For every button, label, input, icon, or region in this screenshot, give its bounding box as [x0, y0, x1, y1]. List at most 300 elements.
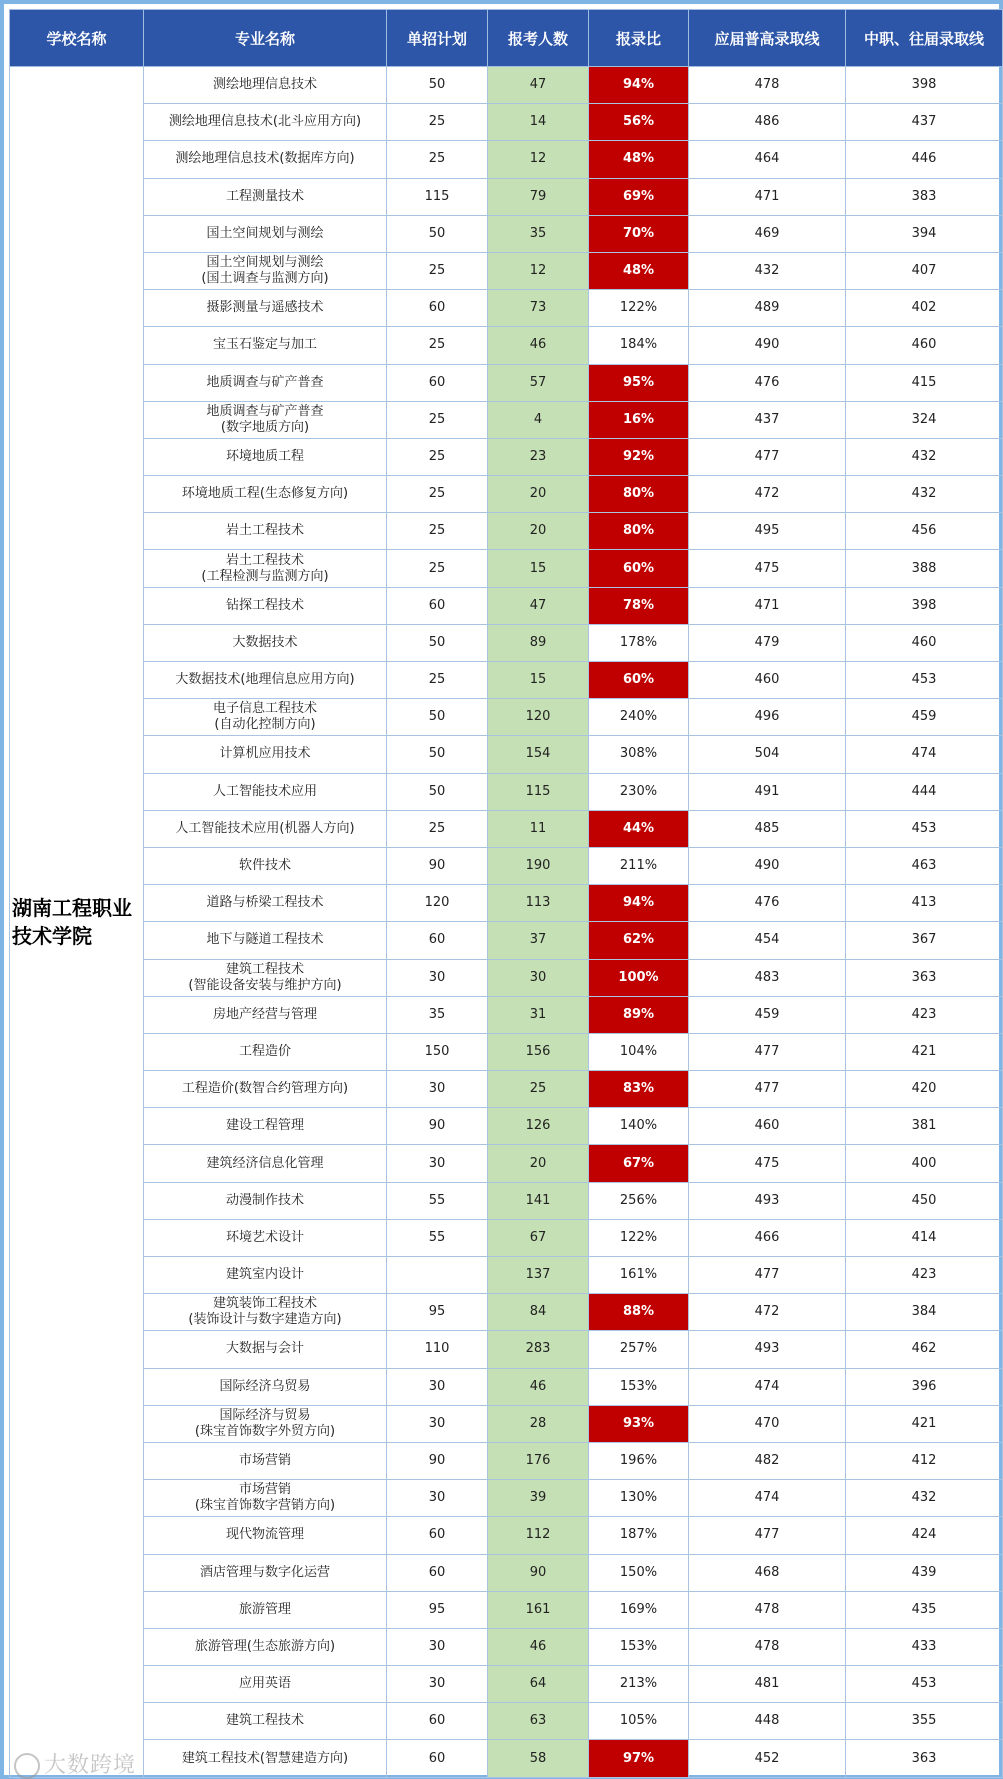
major-line: 宝玉石鉴定与加工: [212, 337, 317, 353]
applicants-cell: 90: [488, 1554, 589, 1591]
line-fresh-cell: 459: [689, 996, 846, 1033]
major-cell: [144, 810, 387, 847]
major-cell: [144, 1405, 387, 1442]
line-fresh-cell: 468: [689, 1554, 846, 1591]
line-fresh-cell: 483: [689, 959, 846, 996]
table-row: [10, 1331, 1003, 1368]
major-line: 建设工程管理: [225, 1118, 304, 1134]
ratio-cell: 169%: [589, 1591, 689, 1628]
ratio-cell: 80%: [589, 476, 689, 513]
ratio-cell: 67%: [589, 1145, 689, 1182]
applicants-cell: 47: [488, 587, 589, 624]
table-row: [10, 1628, 1003, 1665]
major-line: (国土调查与监测方向): [201, 271, 329, 287]
major-line: 计算机应用技术: [219, 746, 311, 762]
plan-cell: 60: [387, 290, 488, 327]
line-vocational-cell: 381: [846, 1108, 1003, 1145]
major-line: 工程造价: [238, 1043, 291, 1059]
admission-table: [9, 9, 1003, 1778]
line-vocational-cell: 437: [846, 104, 1003, 141]
major-line: 工程造价(数智合约管理方向): [181, 1081, 349, 1097]
ratio-cell: 97%: [589, 1740, 689, 1777]
line-vocational-cell: 420: [846, 1071, 1003, 1108]
table-row: [10, 847, 1003, 884]
major-cell: [144, 1182, 387, 1219]
applicants-cell: 141: [488, 1182, 589, 1219]
plan-cell: 60: [387, 922, 488, 959]
applicants-cell: 113: [488, 885, 589, 922]
table-row: [10, 1033, 1003, 1070]
applicants-cell: 283: [488, 1331, 589, 1368]
table-row: [10, 1182, 1003, 1219]
table-row: [10, 699, 1003, 736]
watermark-text: 大数跨境: [44, 1753, 137, 1778]
line-fresh-cell: 479: [689, 624, 846, 661]
ratio-cell: 80%: [589, 513, 689, 550]
major-cell: [144, 1071, 387, 1108]
header-ratio: 报录比: [589, 10, 689, 67]
ratio-cell: 92%: [589, 438, 689, 475]
table-row: [10, 922, 1003, 959]
major-cell: [144, 847, 387, 884]
plan-cell: 25: [387, 550, 488, 587]
major-cell: [144, 1033, 387, 1070]
major-line: 国际经济乌贸易: [219, 1378, 311, 1394]
line-fresh-cell: 460: [689, 1108, 846, 1145]
plan-cell: 90: [387, 847, 488, 884]
plan-cell: 25: [387, 104, 488, 141]
major-cell: [144, 996, 387, 1033]
line-fresh-cell: 495: [689, 513, 846, 550]
applicants-cell: 30: [488, 959, 589, 996]
line-fresh-cell: 472: [689, 1294, 846, 1331]
table-row: [10, 1368, 1003, 1405]
line-vocational-cell: 394: [846, 215, 1003, 252]
major-line: 地质调查与矿产普查: [206, 374, 324, 390]
applicants-cell: 4: [488, 401, 589, 438]
line-vocational-cell: 424: [846, 1517, 1003, 1554]
table-row: [10, 550, 1003, 587]
table-row: [10, 1480, 1003, 1517]
table-row: [10, 885, 1003, 922]
table-row: [10, 587, 1003, 624]
ratio-cell: 150%: [589, 1554, 689, 1591]
major-line: 环境地质工程(生态修复方向): [181, 486, 349, 502]
table-row: [10, 996, 1003, 1033]
table-row: [10, 327, 1003, 364]
line-vocational-cell: 412: [846, 1442, 1003, 1479]
table-row: [10, 624, 1003, 661]
ratio-cell: 60%: [589, 550, 689, 587]
watermark: [14, 1748, 136, 1779]
plan-cell: 30: [387, 1666, 488, 1703]
table-row: [10, 662, 1003, 699]
header-school: 学校名称: [10, 10, 144, 67]
ratio-cell: 153%: [589, 1628, 689, 1665]
line-vocational-cell: 421: [846, 1033, 1003, 1070]
plan-cell: 50: [387, 215, 488, 252]
line-fresh-cell: 477: [689, 1071, 846, 1108]
ratio-cell: 48%: [589, 252, 689, 289]
table-row: [10, 364, 1003, 401]
table-row: [10, 1517, 1003, 1554]
table-row: [10, 1145, 1003, 1182]
line-fresh-cell: 504: [689, 736, 846, 773]
plan-cell: 30: [387, 1480, 488, 1517]
header-line-vocational: 中职、往届录取线: [846, 10, 1003, 67]
header-line-fresh: 应届普高录取线: [689, 10, 846, 67]
table-row: [10, 1740, 1003, 1777]
applicants-cell: 57: [488, 364, 589, 401]
line-fresh-cell: 471: [689, 178, 846, 215]
major-line: (珠宝首饰数字外贸方向): [194, 1423, 336, 1439]
line-fresh-cell: 475: [689, 550, 846, 587]
applicants-cell: 23: [488, 438, 589, 475]
applicants-cell: 20: [488, 476, 589, 513]
plan-cell: 25: [387, 141, 488, 178]
applicants-cell: 46: [488, 1628, 589, 1665]
line-vocational-cell: 453: [846, 1666, 1003, 1703]
ratio-cell: 100%: [589, 959, 689, 996]
header-applicants: 报考人数: [488, 10, 589, 67]
line-vocational-cell: 363: [846, 1740, 1003, 1777]
major-line: (装饰设计与数字建造方向): [188, 1312, 342, 1328]
line-vocational-cell: 388: [846, 550, 1003, 587]
line-vocational-cell: 324: [846, 401, 1003, 438]
applicants-cell: 190: [488, 847, 589, 884]
applicants-cell: 39: [488, 1480, 589, 1517]
line-fresh-cell: 460: [689, 662, 846, 699]
major-line: 建筑装饰工程技术: [212, 1296, 317, 1312]
ratio-cell: 153%: [589, 1368, 689, 1405]
applicants-cell: 64: [488, 1666, 589, 1703]
line-vocational-cell: 463: [846, 847, 1003, 884]
major-line: 市场营销: [238, 1482, 291, 1498]
applicants-cell: 20: [488, 1145, 589, 1182]
line-vocational-cell: 415: [846, 364, 1003, 401]
line-fresh-cell: 475: [689, 1145, 846, 1182]
plan-cell: 60: [387, 1517, 488, 1554]
major-cell: [144, 1554, 387, 1591]
line-vocational-cell: 459: [846, 699, 1003, 736]
major-cell: [144, 1257, 387, 1294]
major-line: 钻探工程技术: [225, 597, 304, 613]
line-vocational-cell: 474: [846, 736, 1003, 773]
applicants-cell: 156: [488, 1033, 589, 1070]
major-line: 电子信息工程技术: [212, 701, 317, 717]
header-plan: 单招计划: [387, 10, 488, 67]
line-vocational-cell: 456: [846, 513, 1003, 550]
plan-cell: 95: [387, 1294, 488, 1331]
major-cell: [144, 1480, 387, 1517]
table-row: [10, 67, 1003, 104]
plan-cell: 35: [387, 996, 488, 1033]
major-cell: [144, 364, 387, 401]
ratio-cell: 48%: [589, 141, 689, 178]
applicants-cell: 176: [488, 1442, 589, 1479]
ratio-cell: 187%: [589, 1517, 689, 1554]
plan-cell: 25: [387, 438, 488, 475]
applicants-cell: 37: [488, 922, 589, 959]
table-row: [10, 1703, 1003, 1740]
line-vocational-cell: 453: [846, 810, 1003, 847]
line-fresh-cell: 478: [689, 1628, 846, 1665]
major-line: 测绘地理信息技术(北斗应用方向): [168, 114, 362, 130]
line-fresh-cell: 496: [689, 699, 846, 736]
major-line: 建筑经济信息化管理: [206, 1155, 324, 1171]
major-line: 房地产经营与管理: [212, 1006, 317, 1022]
plan-cell: 30: [387, 1628, 488, 1665]
line-fresh-cell: 481: [689, 1666, 846, 1703]
table-row: [10, 736, 1003, 773]
table-row: [10, 810, 1003, 847]
line-fresh-cell: 476: [689, 364, 846, 401]
table-row: [10, 513, 1003, 550]
major-line: 酒店管理与数字化运营: [199, 1564, 330, 1580]
applicants-cell: 67: [488, 1219, 589, 1256]
table-row: [10, 1442, 1003, 1479]
major-cell: [144, 327, 387, 364]
line-fresh-cell: 454: [689, 922, 846, 959]
plan-cell: 60: [387, 1740, 488, 1777]
line-fresh-cell: 469: [689, 215, 846, 252]
major-line: 国土空间规划与测绘: [206, 255, 324, 271]
major-line: 地质调查与矿产普查: [206, 403, 324, 419]
applicants-cell: 63: [488, 1703, 589, 1740]
line-fresh-cell: 474: [689, 1480, 846, 1517]
ratio-cell: 56%: [589, 104, 689, 141]
major-cell: [144, 587, 387, 624]
line-vocational-cell: 433: [846, 1628, 1003, 1665]
applicants-cell: 112: [488, 1517, 589, 1554]
ratio-cell: 44%: [589, 810, 689, 847]
applicants-cell: 12: [488, 252, 589, 289]
table-row: [10, 252, 1003, 289]
line-fresh-cell: 477: [689, 1517, 846, 1554]
plan-cell: 25: [387, 327, 488, 364]
major-line: 人工智能技术应用: [212, 783, 317, 799]
major-line: 大数据与会计: [225, 1341, 304, 1357]
table-row: [10, 1591, 1003, 1628]
table-row: [10, 215, 1003, 252]
ratio-cell: 257%: [589, 1331, 689, 1368]
major-line: 动漫制作技术: [225, 1192, 304, 1208]
applicants-cell: 14: [488, 104, 589, 141]
table-body: [10, 67, 1003, 1778]
table-row: [10, 476, 1003, 513]
major-line: (数字地质方向): [220, 419, 310, 435]
line-vocational-cell: 398: [846, 67, 1003, 104]
line-fresh-cell: 486: [689, 104, 846, 141]
major-line: 建筑室内设计: [225, 1267, 304, 1283]
ratio-cell: 211%: [589, 847, 689, 884]
line-fresh-cell: 493: [689, 1182, 846, 1219]
major-cell: [144, 1666, 387, 1703]
major-cell: [144, 513, 387, 550]
line-fresh-cell: 477: [689, 1257, 846, 1294]
line-fresh-cell: 476: [689, 885, 846, 922]
table-row: [10, 104, 1003, 141]
major-line: 道路与桥梁工程技术: [206, 895, 324, 911]
major-cell: [144, 959, 387, 996]
major-cell: [144, 773, 387, 810]
plan-cell: 25: [387, 401, 488, 438]
line-fresh-cell: 477: [689, 1033, 846, 1070]
plan-cell: 60: [387, 587, 488, 624]
major-cell: [144, 401, 387, 438]
plan-cell: 95: [387, 1591, 488, 1628]
major-line: 国土空间规划与测绘: [206, 225, 324, 241]
major-line: 地下与隧道工程技术: [206, 932, 324, 948]
line-fresh-cell: 491: [689, 773, 846, 810]
line-vocational-cell: 355: [846, 1703, 1003, 1740]
plan-cell: 150: [387, 1033, 488, 1070]
major-line: 人工智能技术应用(机器人方向): [175, 820, 355, 836]
line-vocational-cell: 460: [846, 624, 1003, 661]
ratio-cell: 130%: [589, 1480, 689, 1517]
ratio-cell: 94%: [589, 885, 689, 922]
line-fresh-cell: 448: [689, 1703, 846, 1740]
line-fresh-cell: 437: [689, 401, 846, 438]
major-line: 大数据技术(地理信息应用方向): [175, 672, 355, 688]
table-row: [10, 1108, 1003, 1145]
line-fresh-cell: 474: [689, 1368, 846, 1405]
ratio-cell: 122%: [589, 290, 689, 327]
applicants-cell: 58: [488, 1740, 589, 1777]
major-cell: [144, 290, 387, 327]
applicants-cell: 161: [488, 1591, 589, 1628]
plan-cell: 50: [387, 773, 488, 810]
major-cell: [144, 1108, 387, 1145]
major-cell: [144, 1517, 387, 1554]
line-vocational-cell: 435: [846, 1591, 1003, 1628]
applicants-cell: 84: [488, 1294, 589, 1331]
line-vocational-cell: 460: [846, 327, 1003, 364]
major-cell: [144, 178, 387, 215]
ratio-cell: 196%: [589, 1442, 689, 1479]
line-fresh-cell: 489: [689, 290, 846, 327]
line-vocational-cell: 462: [846, 1331, 1003, 1368]
line-fresh-cell: 464: [689, 141, 846, 178]
plan-cell: 55: [387, 1219, 488, 1256]
table-row: [10, 1294, 1003, 1331]
watermark-logo-icon: [14, 1753, 40, 1779]
table-row: [10, 178, 1003, 215]
line-vocational-cell: 453: [846, 662, 1003, 699]
major-line: 环境地质工程: [225, 448, 304, 464]
line-vocational-cell: 384: [846, 1294, 1003, 1331]
table-row: [10, 1071, 1003, 1108]
major-line: (工程检测与监测方向): [201, 568, 329, 584]
table-row: [10, 1554, 1003, 1591]
ratio-cell: 240%: [589, 699, 689, 736]
table-row: [10, 773, 1003, 810]
plan-cell: 55: [387, 1182, 488, 1219]
applicants-cell: 11: [488, 810, 589, 847]
applicants-cell: 15: [488, 550, 589, 587]
major-cell: [144, 141, 387, 178]
plan-cell: 90: [387, 1108, 488, 1145]
line-fresh-cell: 452: [689, 1740, 846, 1777]
table-row: [10, 290, 1003, 327]
major-cell: [144, 252, 387, 289]
ratio-cell: 95%: [589, 364, 689, 401]
plan-cell: 30: [387, 1145, 488, 1182]
line-vocational-cell: 407: [846, 252, 1003, 289]
applicants-cell: 46: [488, 1368, 589, 1405]
line-vocational-cell: 421: [846, 1405, 1003, 1442]
line-fresh-cell: 472: [689, 476, 846, 513]
ratio-cell: 161%: [589, 1257, 689, 1294]
line-fresh-cell: 478: [689, 1591, 846, 1628]
ratio-cell: 70%: [589, 215, 689, 252]
plan-cell: 25: [387, 810, 488, 847]
plan-cell: 25: [387, 513, 488, 550]
plan-cell: 90: [387, 1442, 488, 1479]
ratio-cell: 308%: [589, 736, 689, 773]
ratio-cell: 104%: [589, 1033, 689, 1070]
applicants-cell: 31: [488, 996, 589, 1033]
ratio-cell: 140%: [589, 1108, 689, 1145]
major-line: (珠宝首饰数字营销方向): [194, 1498, 336, 1514]
plan-cell: 30: [387, 1368, 488, 1405]
major-cell: [144, 1442, 387, 1479]
line-vocational-cell: 414: [846, 1219, 1003, 1256]
line-fresh-cell: 470: [689, 1405, 846, 1442]
ratio-cell: 256%: [589, 1182, 689, 1219]
major-line: 旅游管理: [238, 1601, 291, 1617]
applicants-cell: 47: [488, 67, 589, 104]
applicants-cell: 154: [488, 736, 589, 773]
line-fresh-cell: 432: [689, 252, 846, 289]
ratio-cell: 89%: [589, 996, 689, 1033]
applicants-cell: 25: [488, 1071, 589, 1108]
applicants-cell: 79: [488, 178, 589, 215]
major-line: 建筑工程技术: [225, 961, 304, 977]
major-line: 旅游管理(生态旅游方向): [194, 1638, 336, 1654]
ratio-cell: 69%: [589, 178, 689, 215]
plan-cell: 30: [387, 1405, 488, 1442]
applicants-cell: 12: [488, 141, 589, 178]
major-cell: [144, 476, 387, 513]
plan-cell: 30: [387, 1071, 488, 1108]
major-cell: [144, 1368, 387, 1405]
ratio-cell: 62%: [589, 922, 689, 959]
major-cell: [144, 1331, 387, 1368]
major-cell: [144, 1591, 387, 1628]
major-line: 软件技术: [238, 858, 291, 874]
major-line: (自动化控制方向): [214, 717, 316, 733]
ratio-cell: 230%: [589, 773, 689, 810]
line-vocational-cell: 400: [846, 1145, 1003, 1182]
major-cell: [144, 215, 387, 252]
ratio-cell: 78%: [589, 587, 689, 624]
major-line: 测绘地理信息技术(数据库方向): [175, 151, 355, 167]
plan-cell: 50: [387, 699, 488, 736]
major-line: 现代物流管理: [225, 1527, 304, 1543]
major-line: (智能设备安装与维护方向): [188, 977, 342, 993]
major-line: 摄影测量与遥感技术: [206, 300, 324, 316]
line-vocational-cell: 402: [846, 290, 1003, 327]
major-cell: [144, 1219, 387, 1256]
major-cell: [144, 67, 387, 104]
major-line: 应用英语: [238, 1676, 291, 1692]
major-cell: [144, 1294, 387, 1331]
ratio-cell: 105%: [589, 1703, 689, 1740]
major-cell: [144, 699, 387, 736]
table-header-row: [10, 10, 1003, 67]
major-line: 测绘地理信息技术: [212, 77, 317, 93]
